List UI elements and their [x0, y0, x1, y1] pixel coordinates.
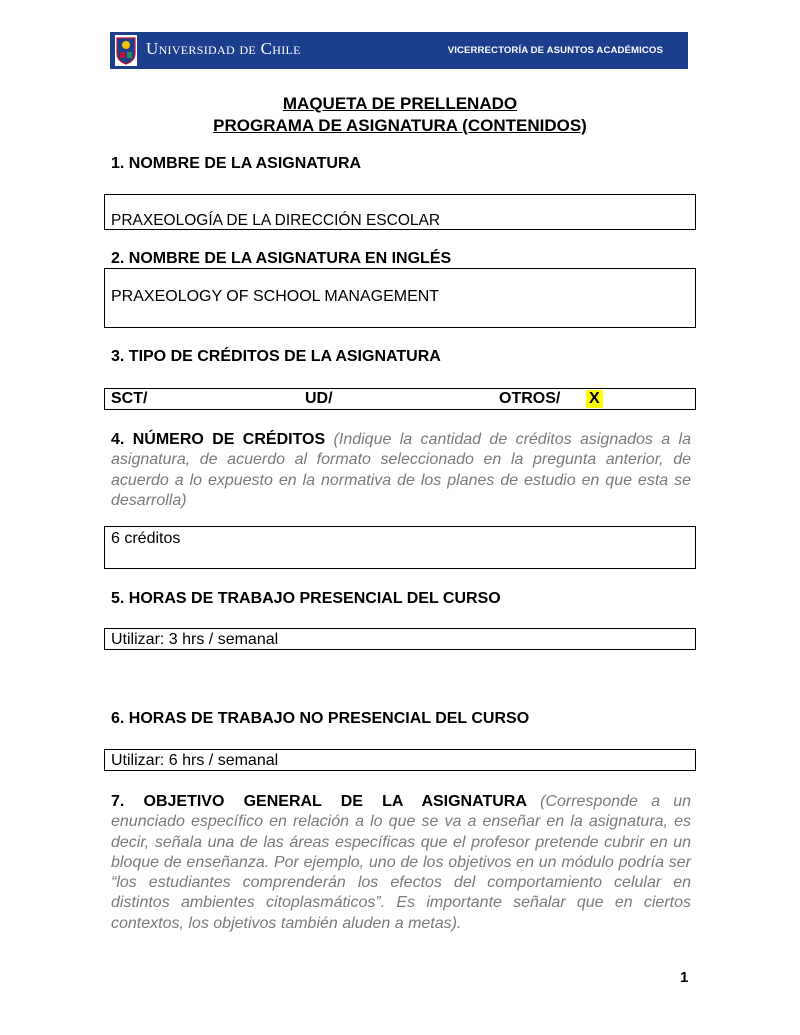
- section-4-paragraph: [111, 430, 691, 511]
- title-line-1: MAQUETA DE PRELLENADO: [282, 94, 518, 113]
- section-7-paragraph: [111, 792, 691, 934]
- page-number: 1: [680, 969, 689, 986]
- header-banner: [110, 32, 688, 69]
- section-2-field[interactable]: [104, 268, 696, 328]
- section-6-heading: 6. HORAS DE TRABAJO NO PRESENCIAL DEL CURSO: [111, 710, 530, 727]
- section-2-heading: 2. NOMBRE DE LA ASIGNATURA EN INGLÉS: [111, 250, 452, 267]
- section-4-instructions: (Indique la cantidad de créditos asignados a la asignatura, de acuerdo al formato seleccionado en la pregunta anterior, de acuerdo a lo expuesto en la normativa de los planes de estudio en que esta se desarrolla): [111, 431, 691, 509]
- section-7-instructions: (Corresponde a un enunciado específico en relación a lo que se va a enseñar en la asignatura, es decir, señala una de las áreas específicas que el profesor pretende cubrir en un bloque de enseñanza. Por ejemplo, uno de los objetivos en un módulo podría ser “los estudiantes comprenderán los efectos del comportamiento celular en distintos ambientes citoplasmáticos”. Es importante señalar que en ciertos contextos, los objetivos también aluden a metas).: [111, 793, 691, 932]
- in-person-hours-value: Utilizar: 3 hrs / semanal: [111, 631, 279, 648]
- title-line-2: PROGRAMA DE ASIGNATURA (CONTENIDOS): [213, 116, 587, 135]
- course-name-value: PRAXEOLOGÍA DE LA DIRECCIÓN ESCOLAR: [111, 212, 441, 229]
- course-name-english-value: PRAXEOLOGY OF SCHOOL MANAGEMENT: [111, 288, 440, 305]
- document-subtitle: [0, 116, 800, 136]
- credit-type-row: [104, 388, 696, 410]
- credit-type-ud[interactable]: UD/: [305, 390, 333, 407]
- credit-type-selected-mark: X: [586, 390, 603, 408]
- section-7-heading: 7. OBJETIVO GENERAL DE LA ASIGNATURA: [111, 793, 527, 810]
- document-title: [0, 94, 800, 114]
- credit-type-sct[interactable]: SCT/: [111, 390, 148, 407]
- university-crest-icon: [115, 35, 137, 66]
- section-3-heading: 3. TIPO DE CRÉDITOS DE LA ASIGNATURA: [111, 348, 441, 365]
- section-1-heading: 1. NOMBRE DE LA ASIGNATURA: [111, 155, 362, 172]
- credit-type-otros[interactable]: OTROS/: [499, 390, 561, 407]
- office-name: VICERRECTORÍA DE ASUNTOS ACADÉMICOS: [447, 45, 663, 56]
- section-5-heading: 5. HORAS DE TRABAJO PRESENCIAL DEL CURSO: [111, 590, 501, 607]
- remote-hours-value: Utilizar: 6 hrs / semanal: [111, 752, 279, 769]
- section-5-field[interactable]: [104, 628, 696, 650]
- section-4-heading: 4. NÚMERO DE CRÉDITOS: [111, 431, 326, 448]
- section-4-field[interactable]: [104, 526, 696, 569]
- university-name: Universidad de Chile: [146, 39, 301, 58]
- section-6-field[interactable]: [104, 749, 696, 771]
- credits-value: 6 créditos: [111, 530, 181, 547]
- section-1-field[interactable]: [104, 194, 696, 230]
